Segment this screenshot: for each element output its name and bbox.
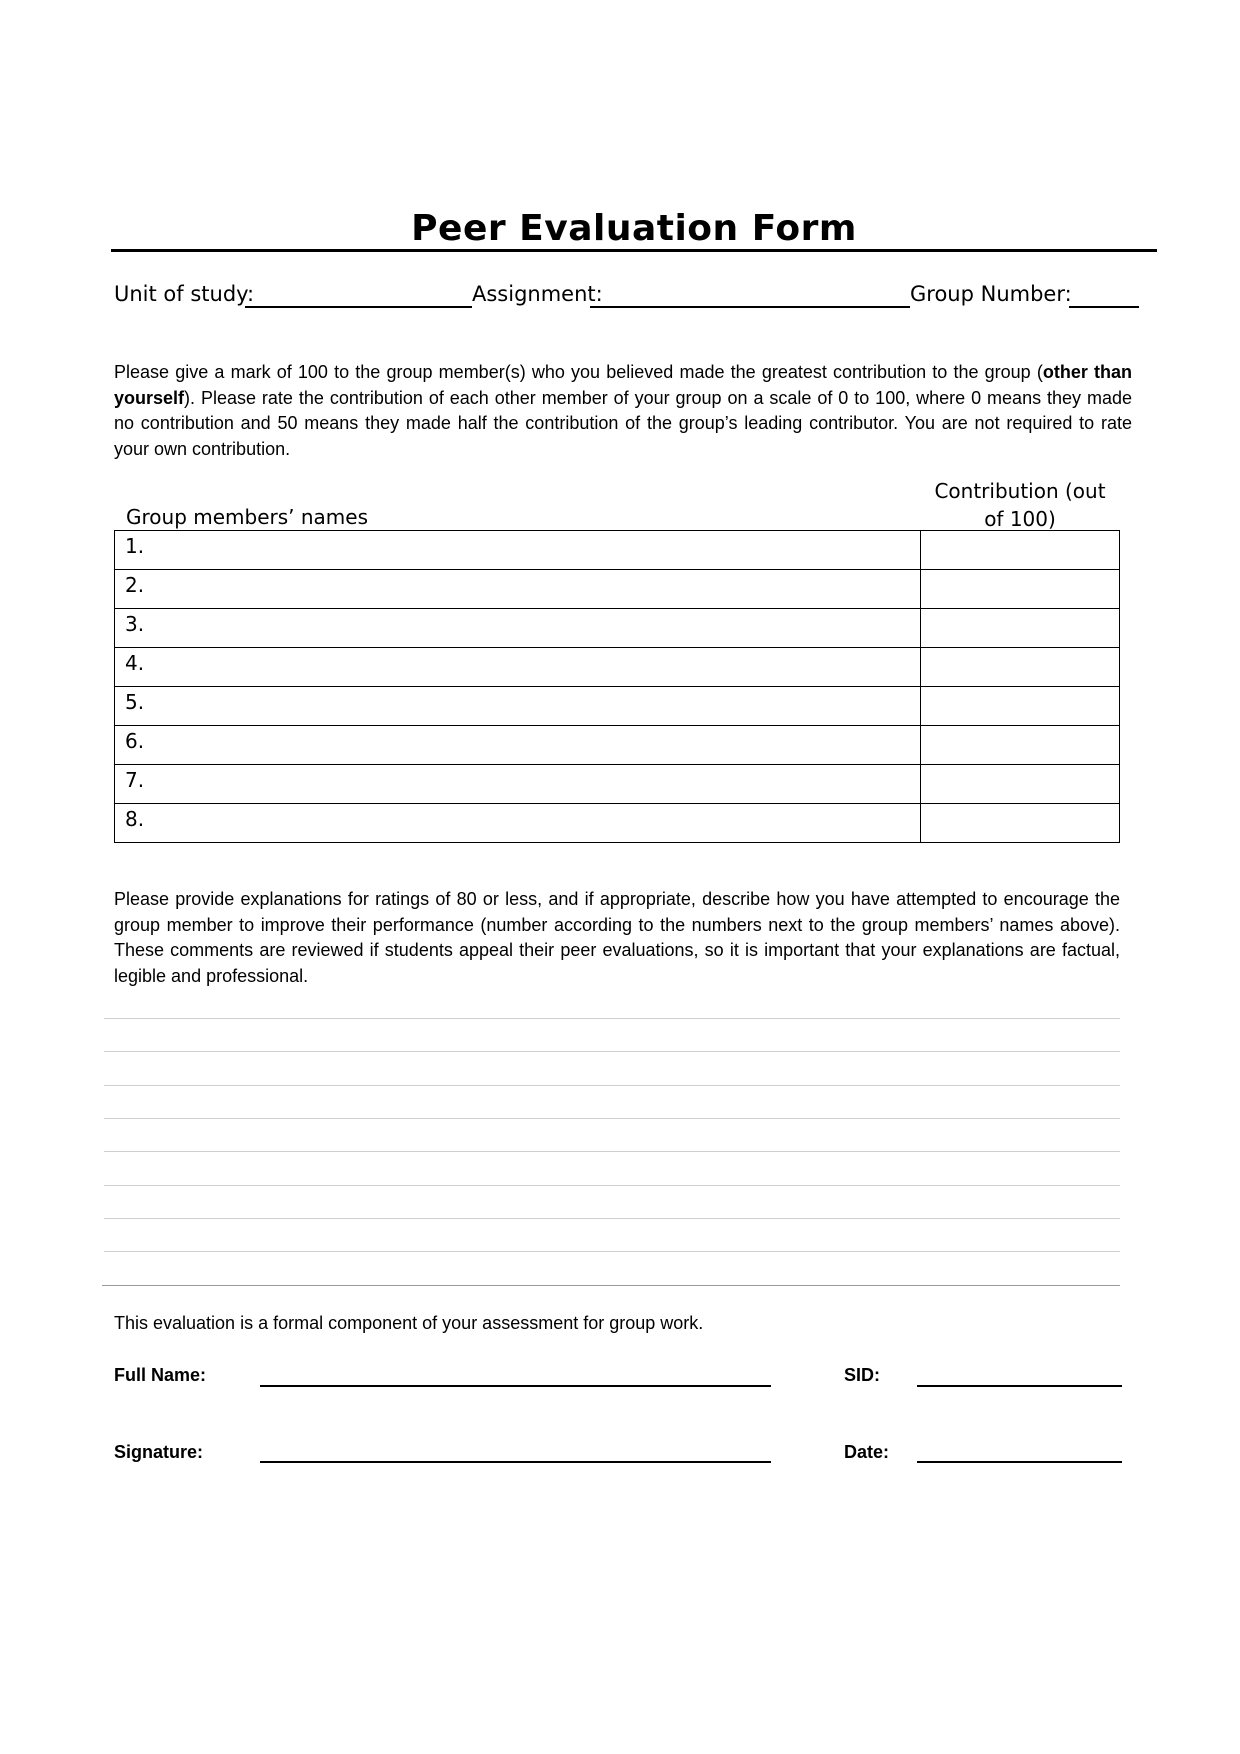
row-number: 8. bbox=[125, 807, 145, 831]
assignment-field[interactable] bbox=[590, 306, 910, 308]
row-number: 7. bbox=[125, 768, 145, 792]
instructions-bold: other than yourself bbox=[114, 362, 1133, 408]
row-number: 6. bbox=[125, 729, 145, 753]
group-number-field[interactable] bbox=[1069, 306, 1139, 308]
contribution-cell[interactable] bbox=[921, 726, 1120, 765]
signature-field[interactable] bbox=[260, 1461, 771, 1463]
contribution-cell[interactable] bbox=[921, 765, 1120, 804]
signature-label: Signature: bbox=[114, 1442, 204, 1462]
contribution-cell[interactable] bbox=[921, 570, 1120, 609]
header-fields bbox=[114, 282, 1154, 314]
member-name-cell[interactable] bbox=[115, 726, 921, 765]
table-row bbox=[115, 765, 1120, 804]
row-number: 4. bbox=[125, 651, 145, 675]
table-row bbox=[115, 687, 1120, 726]
ruled-line bbox=[104, 1085, 1120, 1086]
title-block bbox=[111, 200, 1157, 252]
date-field[interactable] bbox=[917, 1461, 1122, 1463]
ruled-line bbox=[102, 1285, 1120, 1286]
page-title: Peer Evaluation Form bbox=[411, 208, 857, 249]
ruled-line bbox=[104, 1218, 1120, 1219]
member-name-cell[interactable] bbox=[115, 804, 921, 843]
contribution-cell[interactable] bbox=[921, 531, 1120, 570]
member-name-cell[interactable] bbox=[115, 531, 921, 570]
title-underline bbox=[111, 249, 1157, 252]
ruled-line bbox=[104, 1151, 1120, 1152]
names-column-header: Group members’ names bbox=[126, 505, 369, 529]
explanation-instructions: Please provide explanations for ratings of 80 or less, and if appropriate, describe how you have attempted to encourage the group member to improve their performance (number according to the numbers next to the group members’ names above). These comments are reviewed if students appeal their peer evaluations, so it is important that your explanations are factual, legible and professional. bbox=[114, 889, 1120, 986]
ruled-line bbox=[104, 1118, 1120, 1119]
ruled-line bbox=[104, 1251, 1120, 1252]
assignment-label: Assignment: bbox=[472, 282, 603, 306]
group-number-label: Group Number: bbox=[910, 282, 1072, 306]
contribution-cell[interactable] bbox=[921, 687, 1120, 726]
group-members-table bbox=[114, 530, 1120, 843]
formal-component-note: This evaluation is a formal component of your assessment for group work. bbox=[114, 1313, 704, 1333]
table-row bbox=[115, 570, 1120, 609]
member-name-cell[interactable] bbox=[115, 609, 921, 648]
contribution-column-header: Contribution (out of 100) bbox=[934, 479, 1106, 531]
table-row bbox=[115, 648, 1120, 687]
contribution-cell[interactable] bbox=[921, 609, 1120, 648]
member-name-cell[interactable] bbox=[115, 570, 921, 609]
table-row bbox=[115, 726, 1120, 765]
date-label: Date: bbox=[844, 1442, 890, 1462]
unit-of-study-label: Unit of study: bbox=[114, 282, 255, 306]
row-number: 1. bbox=[125, 534, 145, 558]
member-name-cell[interactable] bbox=[115, 648, 921, 687]
contribution-cell[interactable] bbox=[921, 804, 1120, 843]
unit-of-study-field[interactable] bbox=[245, 306, 472, 308]
table-row bbox=[115, 531, 1120, 570]
member-name-cell[interactable] bbox=[115, 687, 921, 726]
rating-instructions bbox=[114, 360, 1132, 462]
contribution-cell[interactable] bbox=[921, 648, 1120, 687]
sid-field[interactable] bbox=[917, 1385, 1122, 1387]
table-row bbox=[115, 609, 1120, 648]
full-name-field[interactable] bbox=[260, 1385, 771, 1387]
full-name-label: Full Name: bbox=[114, 1365, 207, 1385]
table-row bbox=[115, 804, 1120, 843]
instructions-text-2: ). Please rate the contribution of each other member of your group on a scale of 0 to 100, where 0 means they made no contribution and 50 means they made half the contribution of the group’s leading contributor. You are not required to rate your own contribution. bbox=[114, 387, 1132, 459]
sid-label: SID: bbox=[844, 1365, 880, 1385]
ruled-line bbox=[104, 1018, 1120, 1019]
row-number: 3. bbox=[125, 612, 145, 636]
instructions-text-1: Please give a mark of 100 to the group member(s) who you believed made the greatest contribution to the group ( bbox=[114, 362, 1043, 382]
ruled-line bbox=[104, 1185, 1120, 1186]
row-number: 2. bbox=[125, 573, 145, 597]
row-number: 5. bbox=[125, 690, 145, 714]
member-name-cell[interactable] bbox=[115, 765, 921, 804]
ruled-line bbox=[104, 1051, 1120, 1052]
